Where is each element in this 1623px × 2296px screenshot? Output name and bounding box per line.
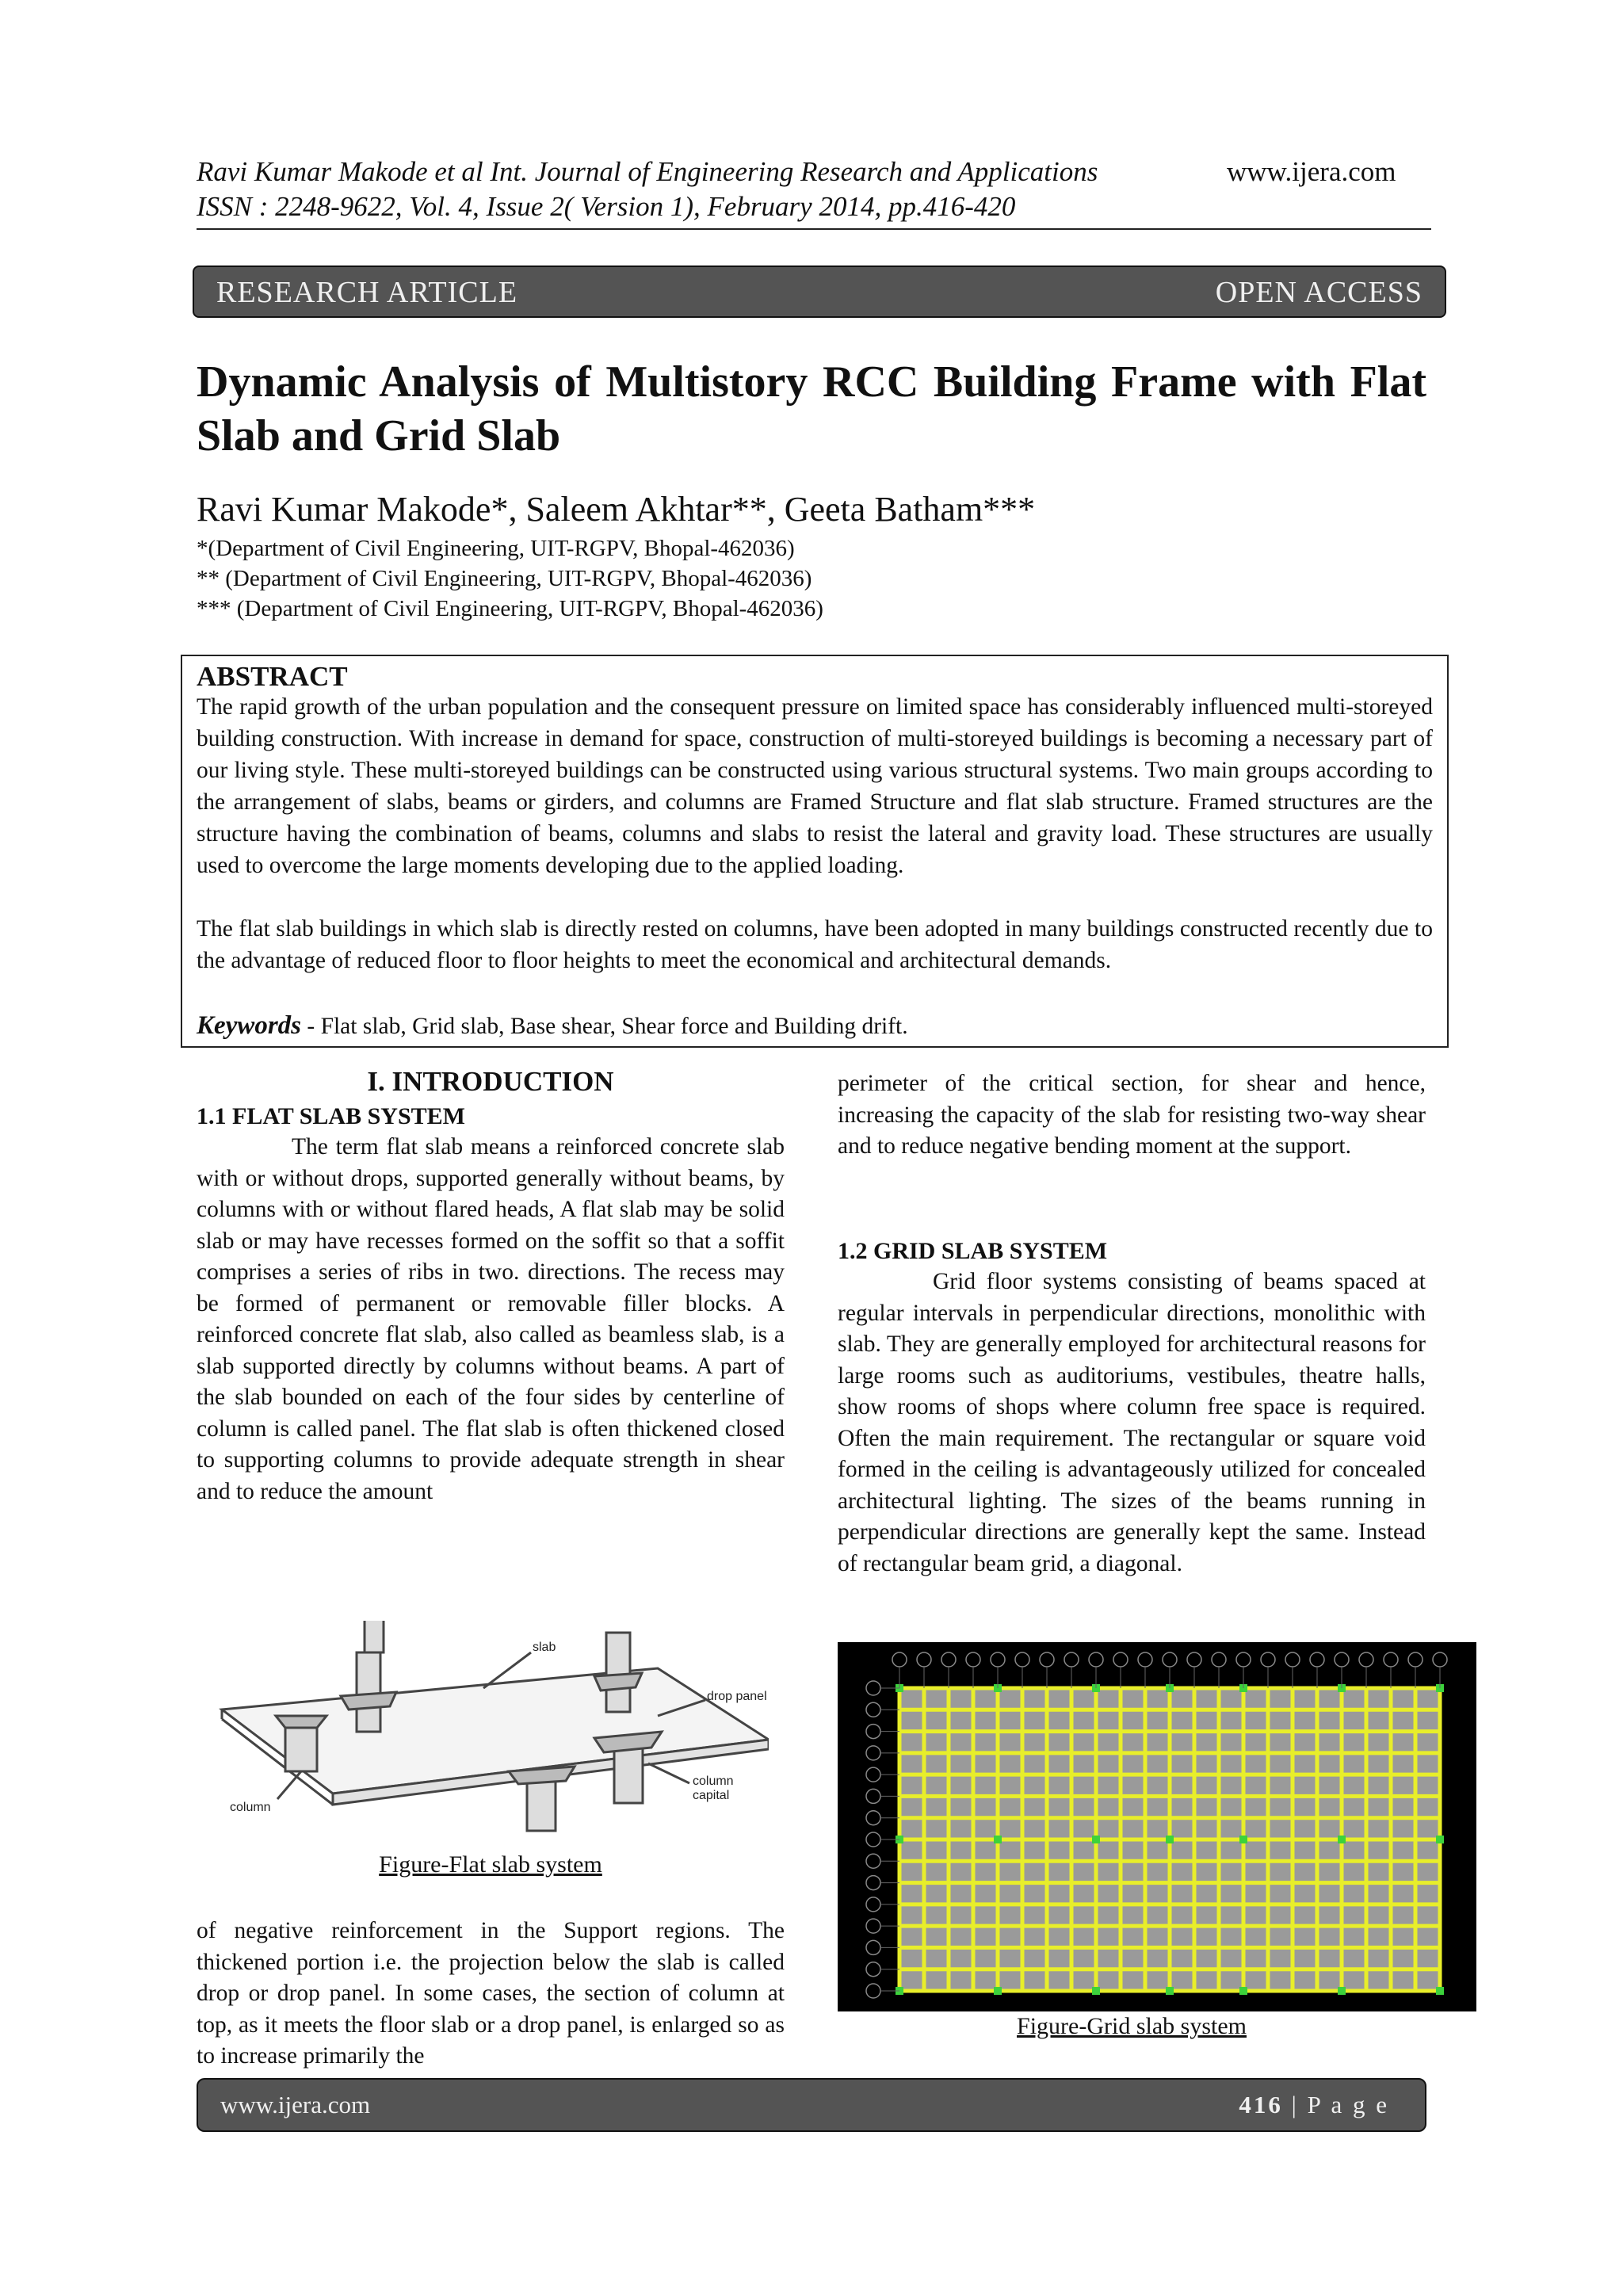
header-rule — [197, 228, 1431, 230]
flat-slab-paragraph-end: perimeter of the critical section, for shear and hence, increasing the capacity of the slab for resisting two-way shear and to reduce negative bending moment at the support. — [838, 1071, 1426, 1159]
grid-column-node — [1092, 1987, 1100, 1995]
slab-label: slab — [533, 1641, 556, 1654]
page-label: | P a g e — [1282, 2091, 1389, 2118]
flat-slab-subheading: 1.1 FLAT SLAB SYSTEM — [197, 1103, 465, 1129]
drop-panel-label: drop panel — [707, 1690, 767, 1703]
grid-column-node — [1166, 1836, 1174, 1843]
column-capital-label-line1: column — [693, 1775, 734, 1788]
column-shape-3 — [606, 1633, 630, 1712]
flat-slab-paragraph: The term flat slab means a reinforced concrete slab with or without drops, supported generally without beams, by columns with or without flared heads, A flat slab may be solid slab or may have recesses formed on the soffit so that a soffit comprises a series of ribs in two. directions. The recess may be formed of permanent or removable filler blocks. A reinforced concrete flat slab, also called as beamless slab, is a slab supported directly by columns without beams. A part of the slab bounded on each of the four sides by centerline of column is called panel. The flat slab is often thickened closed to supporting columns to provide adequate strength in shear and to reduce the amount — [197, 1134, 785, 1504]
flat-slab-caption: Figure-Flat slab system — [379, 1851, 602, 1878]
keywords-list: - Flat slab, Grid slab, Base shear, Shear force and Building drift. — [301, 1014, 908, 1039]
header-website: www.ijera.com — [1227, 156, 1396, 187]
keywords — [197, 1011, 908, 1041]
open-access-label: OPEN ACCESS — [1215, 276, 1423, 309]
research-article-label: RESEARCH ARTICLE — [216, 276, 518, 309]
abstract-paragraph-1: The rapid growth of the urban population and the consequent pressure on limited space has considerably influenced multi-storeyed building construction. With increase in demand for space, construction of multi-storeyed buildings is becoming a necessary part of our living style. These multi-storeyed buildings can be constructed using various structural systems. Two main groups according to the arrangement of slabs, beams or girders, and columns are Framed Structure and flat slab structure. Framed structures are the structure having the combination of beams, columns and slabs to resist the lateral and gravity load. These structures are usually used to overcome the large moments developing due to the applied loading. — [197, 694, 1433, 878]
page-footer — [197, 2078, 1426, 2132]
grid-slab-paragraph: Grid floor systems consisting of beams spaced at regular intervals in perpendicular directions, monolithic with slab. They are generally employed for architectural reasons for large rooms such as auditoriums, vestibules, theatre halls, show rooms of shops where column free space is required. Often the main requirement. The rectangular or square void formed in the ceiling is advantageously utilized for concealed architectural lighting. The sizes of the beams running in perpendicular directions are generally kept the same. Instead of rectangular beam grid, a diagonal. — [838, 1269, 1426, 1576]
introduction-heading: I. INTRODUCTION — [367, 1066, 614, 1097]
affiliation-1: *(Department of Civil Engineering, UIT-RGPV, Bhopal-462036) — [197, 536, 795, 561]
affiliation-3: *** (Department of Civil Engineering, UIT-RGPV, Bhopal-462036) — [197, 596, 823, 621]
column-label: column — [230, 1801, 271, 1814]
article-type-banner — [193, 266, 1446, 318]
journal-line: Ravi Kumar Makode et al Int. Journal of Engineering Research and Applications — [197, 156, 1098, 187]
column-shape-2 — [357, 1652, 380, 1732]
affiliation-2: ** (Department of Civil Engineering, UIT-RGPV, Bhopal-462036) — [197, 566, 812, 591]
grid-column-node — [1166, 1987, 1174, 1995]
grid-column-node — [1338, 1836, 1346, 1843]
keywords-label: Keywords — [197, 1011, 301, 1040]
grid-column-node — [1239, 1987, 1247, 1995]
abstract-heading: ABSTRACT — [197, 661, 348, 692]
page-number: 416 — [1239, 2091, 1283, 2118]
grid-column-node — [1436, 1836, 1444, 1843]
paper-title: Dynamic Analysis of Multistory RCC Building Frame with Flat Slab and Grid Slab — [197, 357, 1426, 460]
grid-slab-caption: Figure-Grid slab system — [1017, 2013, 1247, 2039]
grid-column-node — [1092, 1836, 1100, 1843]
footer-page-indicator — [1239, 2091, 1389, 2119]
grid-column-node — [1338, 1987, 1346, 1995]
column-capital-label-line2: capital — [693, 1789, 730, 1802]
issn-line: ISSN : 2248-9622, Vol. 4, Issue 2( Version 1), February 2014, pp.416-420 — [197, 191, 1016, 222]
grid-column-node — [994, 1987, 1002, 1995]
grid-slab-subheading: 1.2 GRID SLAB SYSTEM — [838, 1238, 1108, 1264]
abstract-paragraph-2: The flat slab buildings in which slab is directly rested on columns, have been adopted in many buildings constructed recently due to the advantage of reduced floor to floor heights to meet the economical and architectural demands. — [197, 916, 1433, 973]
grid-column-node — [1239, 1836, 1247, 1843]
grid-slab-figure — [838, 1642, 1476, 2011]
grid-column-node — [994, 1836, 1002, 1843]
grid-column-node — [1436, 1987, 1444, 1995]
flat-slab-figure — [214, 1621, 769, 1851]
footer-website: www.ijera.com — [220, 2091, 371, 2118]
authors: Ravi Kumar Makode*, Saleem Akhtar**, Geeta Batham*** — [197, 490, 1036, 529]
flat-slab-continued-paragraph: of negative reinforcement in the Support regions. The thickened portion i.e. the projection below the slab is called drop or drop panel. In some cases, the section of column at top, as it meets the floor slab or a drop panel, is enlarged so as to increase primarily the — [197, 1918, 785, 2069]
